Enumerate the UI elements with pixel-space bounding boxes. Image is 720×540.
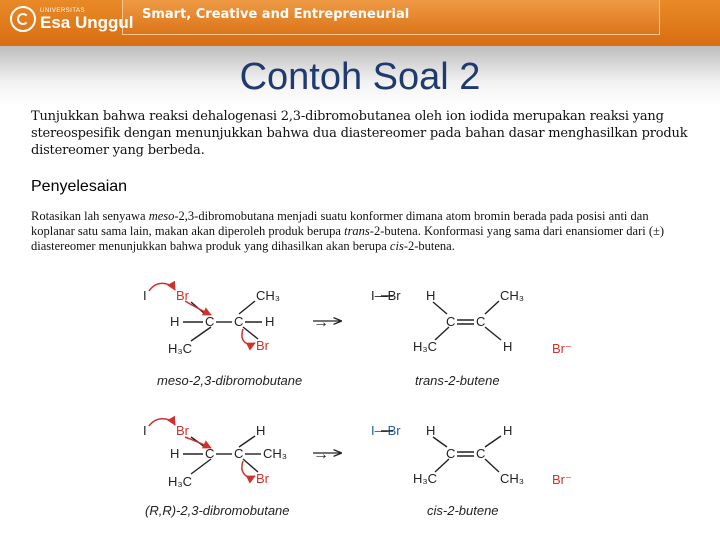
reaction-figure [143,277,576,520]
p1-bromide: Br⁻ [552,341,572,356]
slide-title: Contoh Soal 2 [239,56,481,98]
p1-h3c: H₃C [413,339,438,354]
reaction-scheme [143,277,576,520]
r1-h-left: H [170,314,180,329]
p1-h-bottom: H [503,339,513,354]
r2-ibr: I—Br [371,423,401,438]
p2-h-left: H [426,423,436,438]
iodide-2: I [143,423,147,438]
p2-c2: C [476,446,486,461]
p2-product-label: cis-2-butene [427,503,499,518]
r2-h-top: H [256,423,266,438]
p1-c2: C [476,314,486,329]
p2-bromide: Br⁻ [552,472,572,487]
p2-ch3: CH₃ [500,471,525,486]
r1-ibr: I—Br [371,288,401,303]
header-bar [0,0,720,46]
question-text: Tunjukkan bahwa reaksi dehalogenasi 2,3-dibromobutanea oleh ion iodida merupakan reaksi yang stereospesifik dengan menunjukkan bahwa dua diastereomer pada bahan dasar menghasilkan produk distereomer yang berbeda. [31,109,688,158]
r2-br-top: Br [176,423,189,438]
r2-h3c: H₃C [168,474,193,489]
r2-c1: C [205,446,215,461]
r1-br-bottom: Br [256,338,269,353]
p1-ch3: CH₃ [500,288,525,303]
r1-h-right: H [265,314,275,329]
logo-subtext: UNIVERSITAS [40,7,86,14]
r2-reaction-arrow: → [313,446,329,463]
logo-name: Esa Unggul [40,12,134,32]
p2-c1: C [446,446,456,461]
r2-reactant-label: (R,R)-2,3-dibromobutane [145,503,290,518]
r2-br-bottom: Br [256,471,269,486]
solution-heading: Penyelesaian [31,178,128,195]
r1-c1: C [205,314,215,329]
r1-reactant-label: meso-2,3-dibromobutane [157,373,303,388]
r1-h3c: H₃C [168,341,193,356]
p2-h3c: H₃C [413,471,438,486]
r2-h-left: H [170,446,180,461]
r1-ch3: CH₃ [256,288,281,303]
r2-ch3: CH₃ [263,446,288,461]
solution-text: Rotasikan lah senyawa meso-2,3-dibromobutana menjadi suatu konformer dimana atom bromin berada pada posisi anti dan koplanar satu sama lain, makan akan diperoleh produk berupa trans-2-butena. Konformasi yang sama dari enansiomer dari (±) diastereomer menunjukkan bahwa produk yang dihasilkan akan berupa cis-2-butena. [31,209,665,253]
tagline: Smart, Creative and Entrepreneurial [142,7,410,22]
p1-c1: C [446,314,456,329]
p1-product-label: trans-2-butene [415,373,500,388]
university-logo [10,6,134,32]
r1-c2: C [234,314,244,329]
r2-c2: C [234,446,244,461]
logo-emblem-icon [10,6,36,32]
p1-h-top: H [426,288,436,303]
r1-br-top: Br [176,288,189,303]
p2-h-right: H [503,423,513,438]
r1-reaction-arrow: → [313,314,329,331]
iodide-1: I [143,288,147,303]
